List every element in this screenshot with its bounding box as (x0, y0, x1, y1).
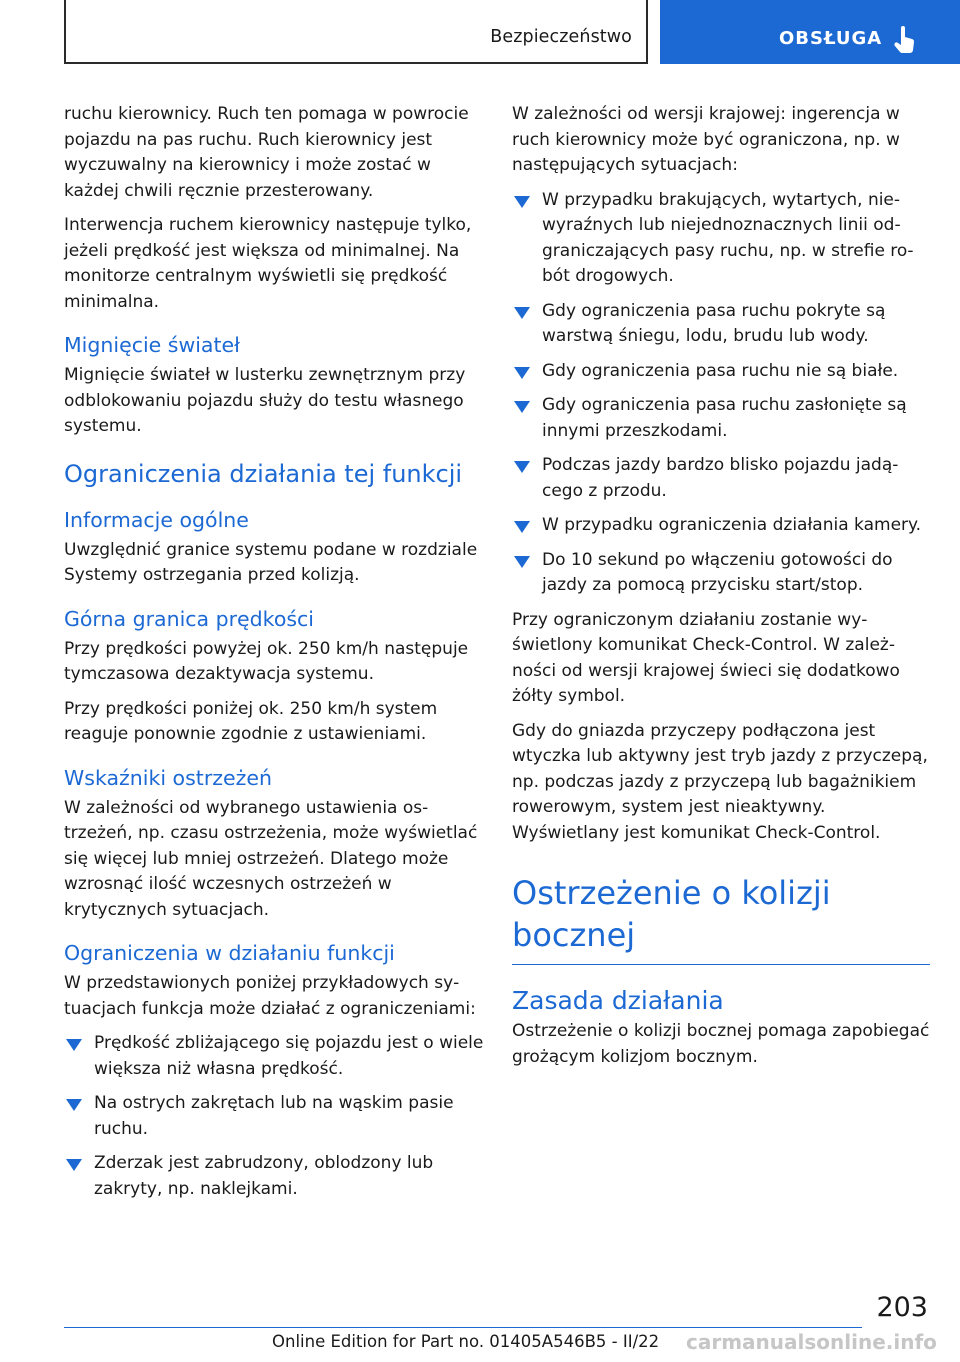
footer-edition: Online Edition for Part no. 01405A546B5 - II/22 (272, 1332, 660, 1351)
bullet-list (512, 188, 930, 599)
bullet-triangle-icon (66, 1039, 82, 1051)
list-item: W przypadku ograniczenia działania kamery. (512, 513, 930, 539)
list-item: Prędkość zbliżającego się pojazdu jest o wiele większa niż własna prędkość. (64, 1031, 484, 1082)
list-item: W przypadku brakujących, wytartych, niewyraźnych lub niejednoznacznych linii odgraniczających pasy ruchu, np. w strefie robót drogowych. (512, 188, 930, 290)
heading-side-collision-warning: Ostrzeżenie o kolizji bocznej (512, 872, 930, 965)
bullet-triangle-icon (514, 401, 530, 413)
page-number: 203 (876, 1292, 928, 1323)
header-chapter-label: OBSŁUGA (779, 28, 883, 49)
paragraph: ruchu kierownicy. Ruch ten pomaga w powrocie pojazdu na pas ruchu. Ruch kierownicy jest wyczuwalny na kierownicy i może zostać w każdej chwili ręcznie przesterowany. (64, 104, 469, 201)
bullet-triangle-icon (514, 196, 530, 208)
list-item: Do 10 sekund po włączeniu gotowości do jazdy za pomocą przycisku start/stop. (512, 548, 930, 599)
bullet-triangle-icon (514, 367, 530, 379)
bullet-triangle-icon (514, 461, 530, 473)
paragraph: Przy prędkości powyżej ok. 250 km/h następuje tymczasowa dezaktywacja systemu. (64, 638, 469, 684)
heading-flash-lights: Mignięcie świateł (64, 333, 240, 357)
paragraph: Przy prędkości poniżej ok. 250 km/h system reaguje ponownie zgodnie z ustawieniami. (64, 698, 438, 744)
heading-function-limits: Ograniczenia działania tej funkcji (64, 459, 463, 488)
list-item: Gdy ograniczenia pasa ruchu nie są białe. (512, 359, 930, 385)
pointing-hand-icon (894, 26, 916, 54)
paragraph: Gdy do gniazda przyczepy podłączona jest wtyczka lub aktywny jest tryb jazdy z przyczepą, np. podczas jazdy z przyczepą lub bagażnikiem rowerowym, system jest nieaktywny. Wyświetlany jest komunikat Check-Control. (512, 720, 928, 843)
list-item: Gdy ograniczenia pasa ruchu pokryte są warstwą śniegu, lodu, brudu lub wody. (512, 299, 930, 350)
paragraph: Uwzględnić granice systemu podane w rozdziale Systemy ostrzegania przed kolizją. (64, 539, 478, 585)
paragraph: Interwencja ruchem kierownicy następuje tylko, jeżeli prędkość jest większa od minimalnej. Na monitorze centralnym wyświetli się prędkość minimalna. (64, 215, 472, 312)
bullet-triangle-icon (66, 1159, 82, 1171)
footer-divider (64, 1327, 862, 1328)
bullet-list (64, 1031, 484, 1202)
right-column (512, 102, 930, 1079)
paragraph: W zależności od wersji krajowej: ingerencja w ruch kierownicy może być ograniczona, np. w następujących sytuacjach: (512, 104, 900, 175)
paragraph: W zależności od wybranego ustawienia ostrzeżeń, np. czasu ostrzeżenia, może wyświetlać się więcej lub mniej ostrzeżeń. Dlatego może wzrosnąć ilość wczesnych ostrzeżeń w krytycznych sytuacjach. (64, 797, 478, 920)
heading-general-info: Informacje ogólne (64, 507, 249, 532)
left-column (64, 102, 484, 1211)
heading-operation-limits: Ograniczenia w działaniu funkcji (64, 941, 395, 965)
paragraph: Przy ograniczonym działaniu zostanie wyświetlony komunikat Check-Control. W zależności od wersji krajowej świeci się dodatkowo żółty symbol. (512, 609, 900, 706)
bullet-triangle-icon (514, 556, 530, 568)
paragraph: Ostrzeżenie o kolizji bocznej pomaga zapobiegać grożącym kolizjom bocznym. (512, 1021, 930, 1067)
list-item: Zderzak jest zabrudzony, oblodzony lub zakryty, np. naklejkami. (64, 1151, 484, 1202)
header-section-box (64, 0, 648, 64)
bullet-triangle-icon (514, 521, 530, 533)
list-item: Podczas jazdy bardzo blisko pojazdu jadącego z przodu. (512, 453, 930, 504)
paragraph: Mignięcie świateł w lusterku zewnętrznym przy odblokowaniu pojazdu służy do testu własnego systemu. (64, 365, 466, 436)
bullet-triangle-icon (514, 307, 530, 319)
list-item: Na ostrych zakrętach lub na wąskim pasie ruchu. (64, 1091, 484, 1142)
watermark: carmanualsonline.info (686, 1330, 937, 1354)
list-item: Gdy ograniczenia pasa ruchu zasłonięte są innymi przeszkodami. (512, 393, 930, 444)
header-chapter-tab (660, 0, 960, 64)
heading-warnings: Wskaźniki ostrzeżeń (64, 765, 272, 790)
heading-principle: Zasada działania (512, 986, 724, 1015)
header-section-label: Bezpieczeństwo (490, 27, 632, 47)
heading-speed-limit: Górna granica prędkości (64, 606, 315, 631)
paragraph: W przedstawionych poniżej przykładowych sytuacjach funkcja może działać z ograniczeniami: (64, 973, 476, 1019)
bullet-triangle-icon (66, 1099, 82, 1111)
